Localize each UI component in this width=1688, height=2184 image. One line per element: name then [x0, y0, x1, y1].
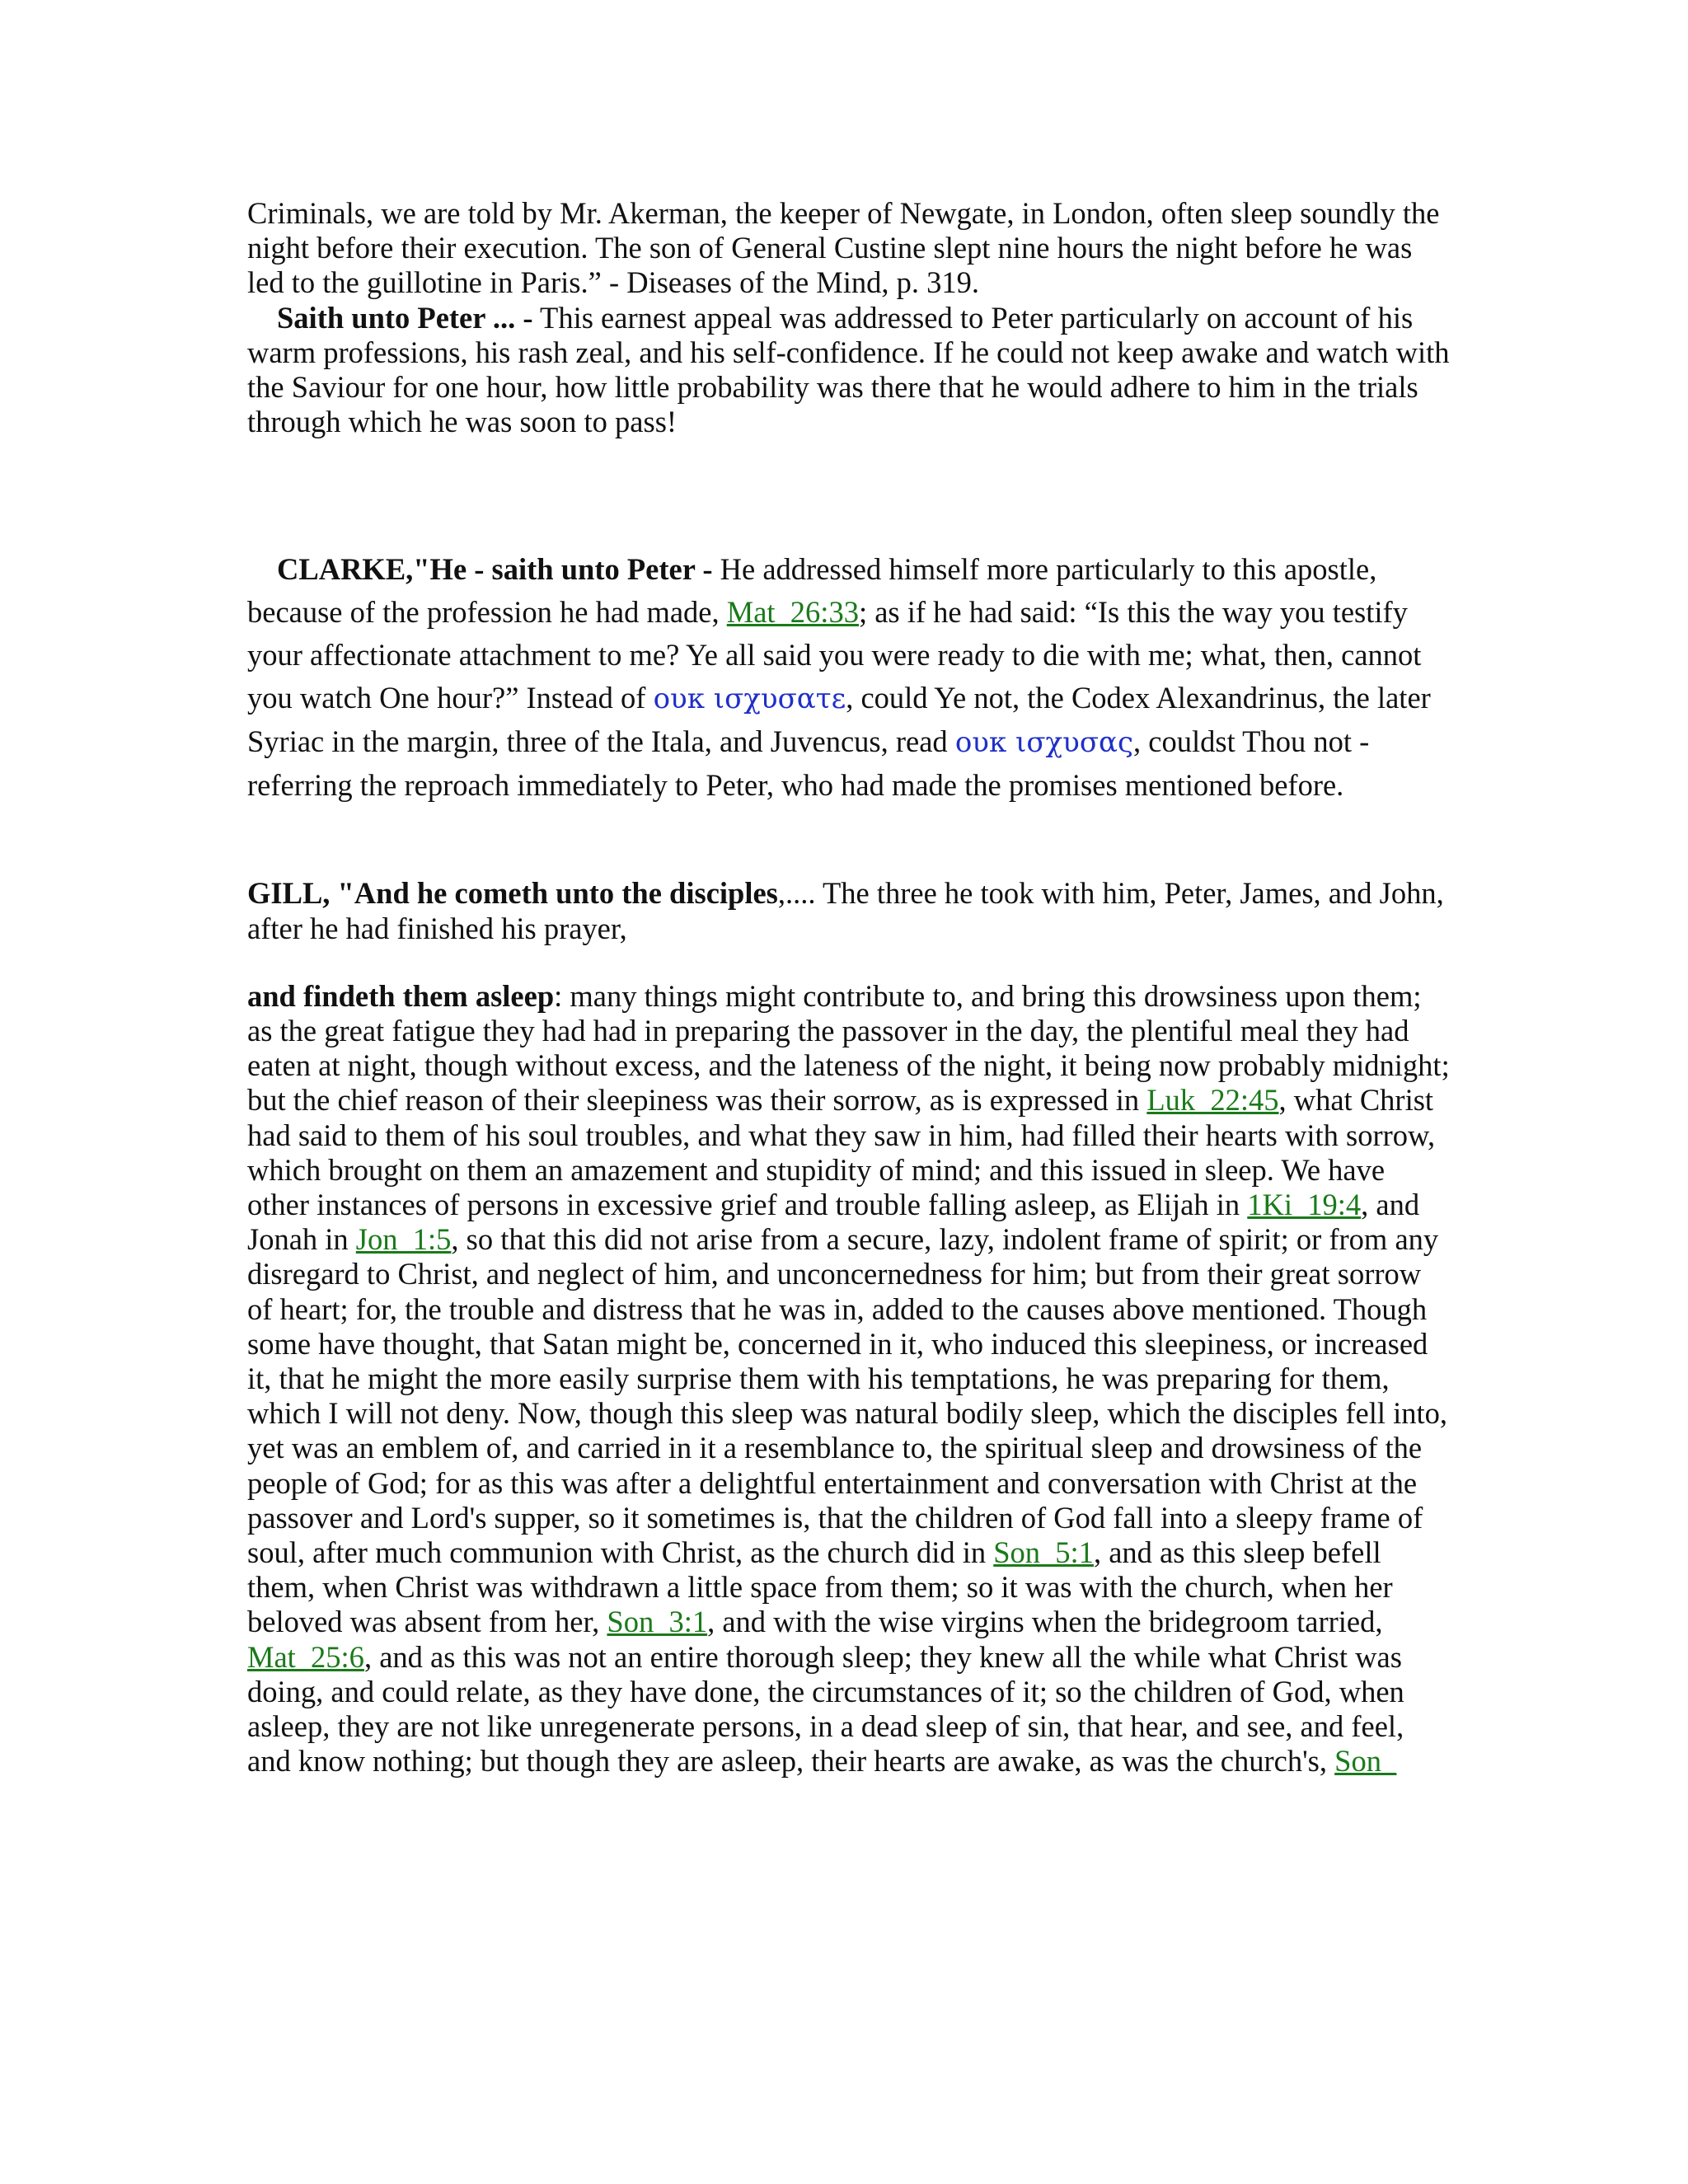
spacer: [247, 807, 1451, 876]
scripture-link-son[interactable]: Son_: [1334, 1744, 1397, 1779]
scripture-link-luk-22-45[interactable]: Luk_22:45: [1146, 1083, 1279, 1118]
paragraph-text: Criminals, we are told by Mr. Akerman, the keeper of Newgate, in London, often sleep soundly the night before their execution. The son of General Custine slept nine hours the night before he was led to the guillotine in Paris.” - Diseases of the Mind, p. 319.: [247, 196, 1440, 300]
paragraph-text: This earnest appeal was addressed to Peter particularly on account of his warm professions, his rash zeal, and his self-confidence. If he could not keep awake and watch with the Saviour for one hour, how little probability was there that he would adhere to him in the trials through which he was soon to pass!: [247, 300, 1450, 439]
paragraph-text: , and Jonah in: [247, 1188, 1420, 1257]
paragraph-text: He addressed himself more particularly to this apostle, because of the profession he had made,: [247, 552, 1377, 630]
paragraph-text: , so that this did not arise from a secure, lazy, indolent frame of spirit; or from any disregard to Christ, and neglect of him, and unconcernedness for him; but from their great sorrow of heart; for, the trouble and distress that he was in, added to the causes above mentioned. Though some have thought, that Satan might be, concerned in it, who induced this sleepiness, or increased it, that he might the more easily surprise them with his temptations, he was preparing for them, which I will not deny. Now, though this sleep was natural bodily sleep, which the disciples fell into, yet was an emblem of, and carried in it a resemblance to, the spiritual sleep and drowsiness of the people of God; for as this was after a delightful entertainment and conversation with Christ at the passover and Lord's supper, so it sometimes is, that the children of God fall into a sleepy frame of soul, after much communion with Christ, as the church did in: [247, 1222, 1448, 1570]
paragraph-text: , couldst Thou not - referring the reproach immediately to Peter, who had made the promises mentioned before.: [247, 724, 1370, 803]
paragraph-text: ; as if he had said: “Is this the way you testify your affectionate attachment to me? Ye all said you were ready to die with me; what, then, cannot you watch One hour?” Instead of: [247, 595, 1422, 715]
paragraph-text: ,.... The three he took with him, Peter, James, and John, after he had finished his prayer,: [247, 876, 1444, 945]
paragraph-text: , what Christ had said to them of his soul troubles, and what they saw in him, had filled their hearts with sorrow, which brought on them an amazement and stupidity of mind; and this issued in sleep. We have other instances of persons in excessive grief and trouble falling asleep, as Elijah in: [247, 1083, 1436, 1222]
heading-findeth-asleep: and findeth them asleep: [247, 978, 555, 1013]
paragraph-text: , and as this was not an entire thorough sleep; they knew all the while what Christ was doing, and could relate, as they have done, the circumstances of it; so the children of God, when asleep, they are not like unregenerate persons, in a dead sleep of sin, that hear, and see, and feel, and know nothing; but though they are asleep, their hearts are awake, as was the church's,: [247, 1639, 1404, 1779]
scripture-link-mat-26-33[interactable]: Mat_26:33: [726, 595, 859, 630]
heading-clarke: CLARKE,"He - saith unto Peter -: [277, 552, 713, 587]
spacer: [247, 439, 1451, 548]
scripture-link-son-3-1[interactable]: Son_3:1: [607, 1605, 708, 1639]
heading-gill: GILL, "And he cometh unto the disciples: [247, 876, 778, 911]
greek-text-ouk-ischusate: ουκ ισχυσατε: [653, 682, 846, 716]
document-page: [247, 196, 1451, 1779]
spacer: [247, 946, 1451, 979]
paragraph-gill-intro: [247, 876, 1451, 945]
greek-text-ouk-ischusas: ουκ ισχυσας: [954, 726, 1134, 760]
paragraph-saith-unto-peter: [247, 301, 1451, 440]
paragraph-clarke: [247, 548, 1451, 807]
paragraph-text: : many things might contribute to, and bring this drowsiness upon them; as the great fatigue they had had in preparing the passover in the day, the plentiful meal they had eaten at night, though without excess, and the lateness of the night, it being now probably midnight; but the chief reason of their sleepiness was their sorrow, as is expressed in: [247, 978, 1450, 1118]
paragraph-text: , could Ye not, the Codex Alexandrinus, the later Syriac in the margin, three of the Itala, and Juvencus, read: [247, 681, 1431, 759]
paragraph-text: , and with the wise virgins when the bridegroom tarried,: [707, 1605, 1383, 1639]
scripture-link-1ki-19-4[interactable]: 1Ki_19:4: [1247, 1188, 1362, 1222]
paragraph-criminals: [247, 196, 1451, 301]
scripture-link-mat-25-6[interactable]: Mat_25:6: [247, 1639, 364, 1674]
scripture-link-jon-1-5[interactable]: Jon_1:5: [355, 1222, 452, 1257]
paragraph-text: , and as this sleep befell them, when Christ was withdrawn a little space from them; so it was with the church, when her beloved was absent from her,: [247, 1535, 1393, 1639]
scripture-link-son-5-1[interactable]: Son_5:1: [993, 1535, 1094, 1570]
paragraph-findeth-asleep: [247, 979, 1451, 1779]
heading-saith-unto-peter: Saith unto Peter ... -: [277, 300, 533, 335]
